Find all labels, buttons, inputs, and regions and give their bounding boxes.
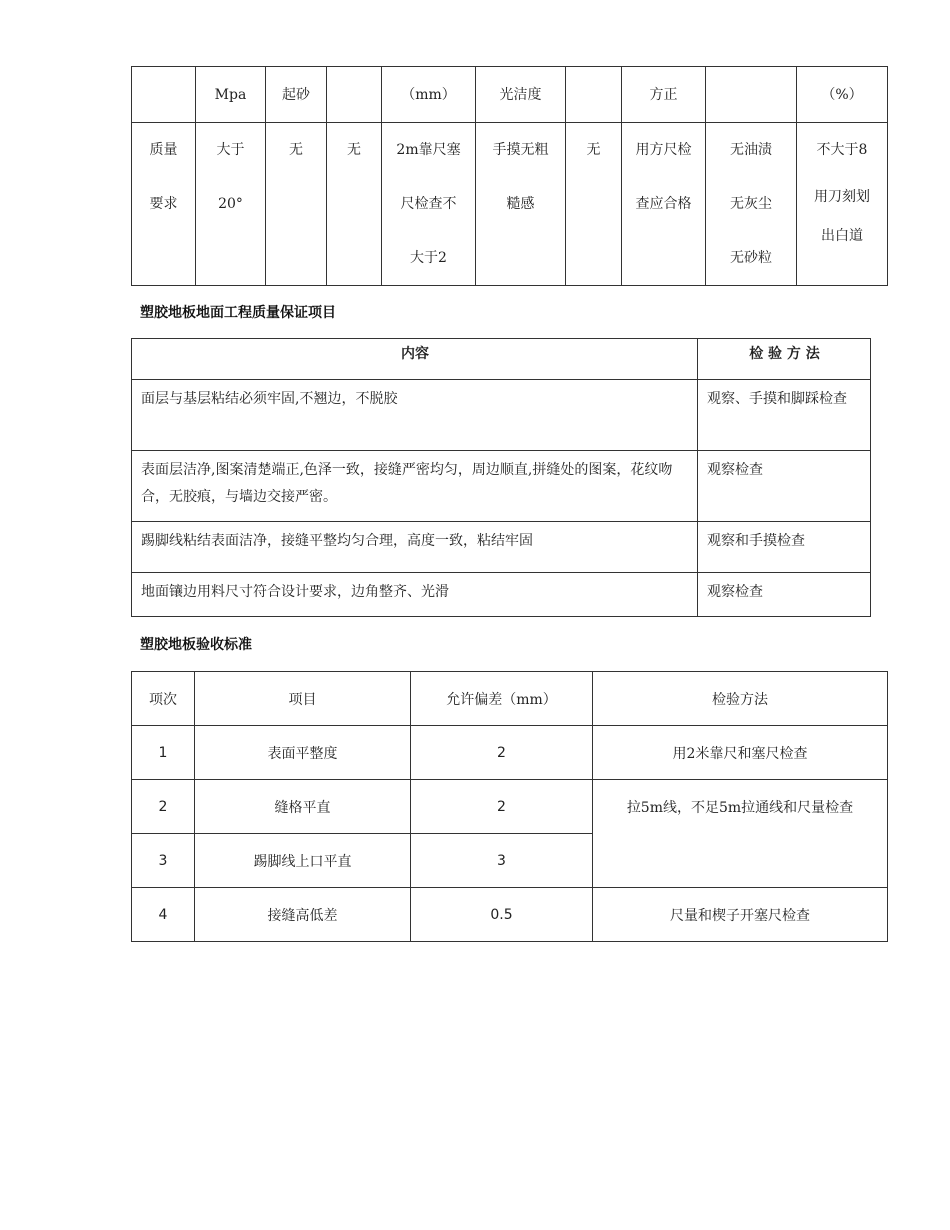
tolerance-cell: 2 — [411, 726, 593, 780]
table-row — [132, 726, 888, 780]
table-header-row — [132, 339, 871, 380]
table-cell — [706, 67, 797, 123]
no-cell: 3 — [132, 834, 195, 888]
cell-line: 要求 — [149, 196, 178, 212]
table-cell — [382, 123, 476, 286]
method-cell: 用2米靠尺和塞尺检查 — [593, 726, 888, 780]
table-cell — [196, 123, 266, 286]
table-row — [132, 67, 888, 123]
cell-line: 无灰尘 — [730, 196, 772, 212]
cell-line: 大于 — [216, 142, 245, 158]
method-cell: 观察和手摸检查 — [698, 522, 871, 573]
cell-line: 出白道 — [821, 228, 863, 244]
tolerance-cell: 2 — [411, 780, 593, 834]
no-cell: 2 — [132, 780, 195, 834]
cell-line: 无 — [289, 142, 303, 158]
tolerance-cell: 3 — [411, 834, 593, 888]
cell-line: 无油渍 — [730, 142, 772, 158]
section-title-guarantee-items: 塑胶地板地面工程质量保证项目 — [140, 305, 336, 321]
item-cell: 缝格平直 — [195, 780, 411, 834]
cell-line: 用刀刻划 — [814, 189, 870, 205]
header-item: 项目 — [195, 672, 411, 726]
cell-line: 质量 — [149, 142, 178, 158]
method-cell: 观察检查 — [698, 451, 871, 522]
table-cell — [132, 67, 196, 123]
header-no: 项次 — [132, 672, 195, 726]
header-content — [132, 339, 698, 380]
item-cell: 踢脚线上口平直 — [195, 834, 411, 888]
table-cell — [706, 123, 797, 286]
cell-line: 不大于8 — [816, 142, 868, 158]
table-cell: Mpa — [196, 67, 266, 123]
header-content-char-1: 内 — [401, 346, 415, 362]
table-cell — [327, 123, 382, 286]
content-cell: 踢脚线粘结表面洁净，接缝平整均匀合理，高度一致，粘结牢固 — [132, 522, 698, 573]
section-title-acceptance-standard: 塑胶地板验收标准 — [140, 637, 252, 653]
table-row — [132, 573, 871, 617]
table-cell: （%） — [797, 67, 888, 123]
cell-line: 2m靠尺塞 — [396, 142, 461, 158]
method-cell: 观察检查 — [698, 573, 871, 617]
cell-line: 20° — [218, 196, 243, 212]
method-cell: 观察、手摸和脚踩检查 — [698, 380, 871, 451]
cell-line: 无砂粒 — [730, 250, 772, 266]
no-cell: 1 — [132, 726, 195, 780]
table-row — [132, 451, 871, 522]
method-cell: 尺量和楔子开塞尺检查 — [593, 888, 888, 942]
table-cell — [566, 67, 622, 123]
table-cell — [622, 123, 706, 286]
quality-requirements-table — [131, 66, 888, 286]
table-cell — [797, 123, 888, 286]
content-cell: 面层与基层粘结必须牢固,不翘边，不脱胶 — [132, 380, 698, 451]
acceptance-standard-table — [131, 671, 888, 942]
table-header-row — [132, 672, 888, 726]
tolerance-cell: 0.5 — [411, 888, 593, 942]
table-cell — [476, 123, 566, 286]
header-content-char-2: 容 — [415, 346, 429, 362]
table-row — [132, 888, 888, 942]
header-method: 检 验 方 法 — [698, 339, 871, 380]
header-method: 检验方法 — [593, 672, 888, 726]
header-tolerance: 允许偏差（mm） — [411, 672, 593, 726]
cell-line: 大于2 — [410, 250, 447, 266]
guarantee-items-table — [131, 338, 871, 617]
cell-line: 用方尺检 — [635, 142, 692, 158]
table-cell: 起砂 — [266, 67, 327, 123]
table-row — [132, 123, 888, 286]
cell-line: 糙感 — [506, 196, 535, 212]
cell-line: 无 — [347, 142, 361, 158]
item-cell: 表面平整度 — [195, 726, 411, 780]
table-cell — [266, 123, 327, 286]
table-row — [132, 780, 888, 834]
no-cell: 4 — [132, 888, 195, 942]
content-cell: 地面镶边用料尺寸符合设计要求，边角整齐、光滑 — [132, 573, 698, 617]
table-cell: （mm） — [382, 67, 476, 123]
table-cell — [327, 67, 382, 123]
table-cell: 光洁度 — [476, 67, 566, 123]
cell-line: 查应合格 — [635, 196, 692, 212]
cell-line: 尺检查不 — [400, 196, 457, 212]
cell-line: 无 — [586, 142, 601, 158]
table-row — [132, 522, 871, 573]
table-cell: 方正 — [622, 67, 706, 123]
table-row — [132, 380, 871, 451]
table-cell — [566, 123, 622, 286]
item-cell: 接缝高低差 — [195, 888, 411, 942]
content-cell: 表面层洁净,图案清楚端正,色泽一致，接缝严密均匀，周边顺直,拼缝处的图案，花纹吻合，无胶痕，与墙边交接严密。 — [132, 451, 698, 522]
table-cell — [132, 123, 196, 286]
cell-line: 手摸无粗 — [492, 142, 549, 158]
method-cell: 拉5m线，不足5m拉通线和尺量检查 — [593, 780, 888, 888]
